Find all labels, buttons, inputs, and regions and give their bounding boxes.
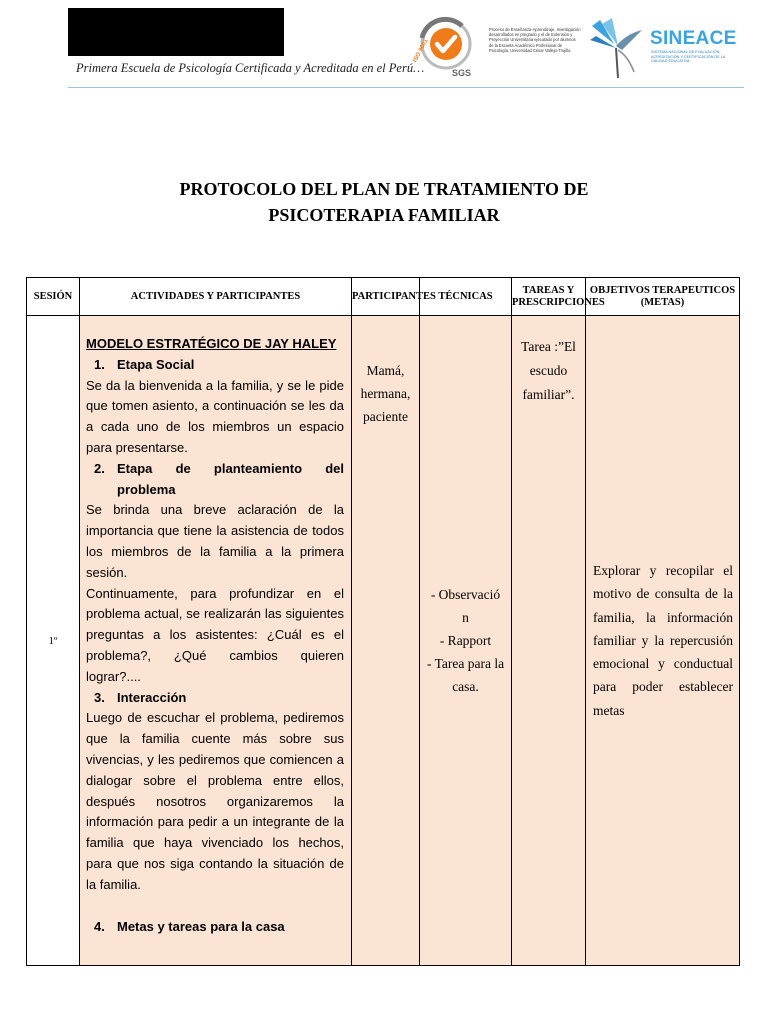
col-header-tasks: TAREAS Y PRESCRIPCIONES — [512, 278, 586, 316]
step-1-text: Se da la bienvenida a la familia, y se le pide que tomen asiento, a continuación se les da a cada uno de los miembros un espacio para presentarse. — [86, 377, 344, 455]
table-row — [27, 316, 740, 966]
document-title — [84, 176, 684, 228]
step-3-title: 3. Interacción — [94, 689, 187, 705]
activities-cell — [80, 316, 352, 966]
col-header-participants: PARTICIPANTES — [352, 278, 420, 316]
participant-item: Mamá, — [366, 363, 405, 378]
col-header-session: SESIÓN — [27, 278, 80, 316]
sgs-label: SGS — [452, 68, 472, 78]
treatment-plan-table — [26, 277, 740, 966]
title-line-1: PROTOCOLO DEL PLAN DE TRATAMIENTO DE — [179, 179, 589, 199]
redacted-logo-block — [68, 8, 284, 56]
step-2-title: 2. Etapa de planteamiento del problema — [94, 460, 344, 497]
table-header-row — [27, 278, 740, 316]
objectives-text: Explorar y recopilar el motivo de consulta de la familia, la información familiar y la repercusión emocional y conductual para poder establecer metas — [593, 563, 733, 718]
university-tagline: Primera Escuela de Psicología Certificada y Acreditada en el Perú… — [76, 61, 425, 75]
step-1-title: 1. Etapa Social — [94, 356, 195, 372]
model-heading: MODELO ESTRATÉGICO DE JAY HALEY — [86, 336, 337, 351]
objectives-cell — [586, 316, 740, 966]
task-text: Tarea :”El escudo familiar”. — [521, 339, 576, 402]
sineace-subtitle: SISTEMA NACIONAL DE EVALUACIÓN, ACREDITACIÓN Y CERTIFICACIÓN DE LA CALIDAD EDUCATIVA — [651, 50, 726, 64]
col-header-activities: ACTIVIDADES Y PARTICIPANTES — [80, 278, 352, 316]
participant-item: hermana, — [360, 386, 411, 401]
session-number: 1º — [27, 316, 80, 966]
sgs-certification-logo — [406, 14, 484, 78]
technique-item: - Tarea para la casa. — [426, 656, 505, 694]
title-line-2: PSICOTERAPIA FAMILIAR — [268, 205, 500, 225]
tasks-cell — [512, 316, 586, 966]
col-header-objectives: OBJETIVOS TERAPEUTICOS (METAS) — [586, 278, 740, 316]
col-header-techniques: TÉCNICAS — [420, 278, 512, 316]
sineace-name: SINEACE — [650, 28, 737, 49]
step-2-text: Se brinda una breve aclaración de la importancia que tiene la asistencia de todos los miembros de la familia a la primera sesión. — [86, 502, 344, 580]
sineace-bird-logo — [588, 16, 646, 80]
techniques-cell — [420, 316, 512, 966]
iso-label: ISO 9001 — [412, 38, 430, 64]
step-3-text: Luego de escuchar el problema, pediremos que la familia cuente más sobre sus vivencias, y les pediremos que comiencen a dialogar sobre el problema entre ellos, después nosotros organizaremos la información para pedir a un integrante de la familia que haya vivenciado los hechos, para que nos siga contando la situación de la familia. — [86, 710, 344, 892]
step-2-text-b: Continuamente, para profundizar en el problema actual, se realizarán las siguientes preguntas a los asistentes: ¿Cuál es el problema?, ¿Qué cambios quieren lograr?.... — [86, 585, 344, 684]
technique-item: - Observación — [430, 587, 501, 625]
participants-cell — [352, 316, 420, 966]
step-4-title: 4. Metas y tareas para la casa — [94, 918, 285, 934]
participant-item: paciente — [363, 409, 408, 424]
technique-item: - Rapport — [439, 633, 492, 648]
certification-text: Proceso de Enseñanza-Aprendizaje, Investigación desarrollados en pregrado y el de Extensión y Proyección Universitaria ejecutado por alumnos de la Escuela Académico Profesional de Psicología, Universidad César Vallejo-Trujillo. — [489, 27, 581, 53]
header-divider — [68, 87, 744, 88]
